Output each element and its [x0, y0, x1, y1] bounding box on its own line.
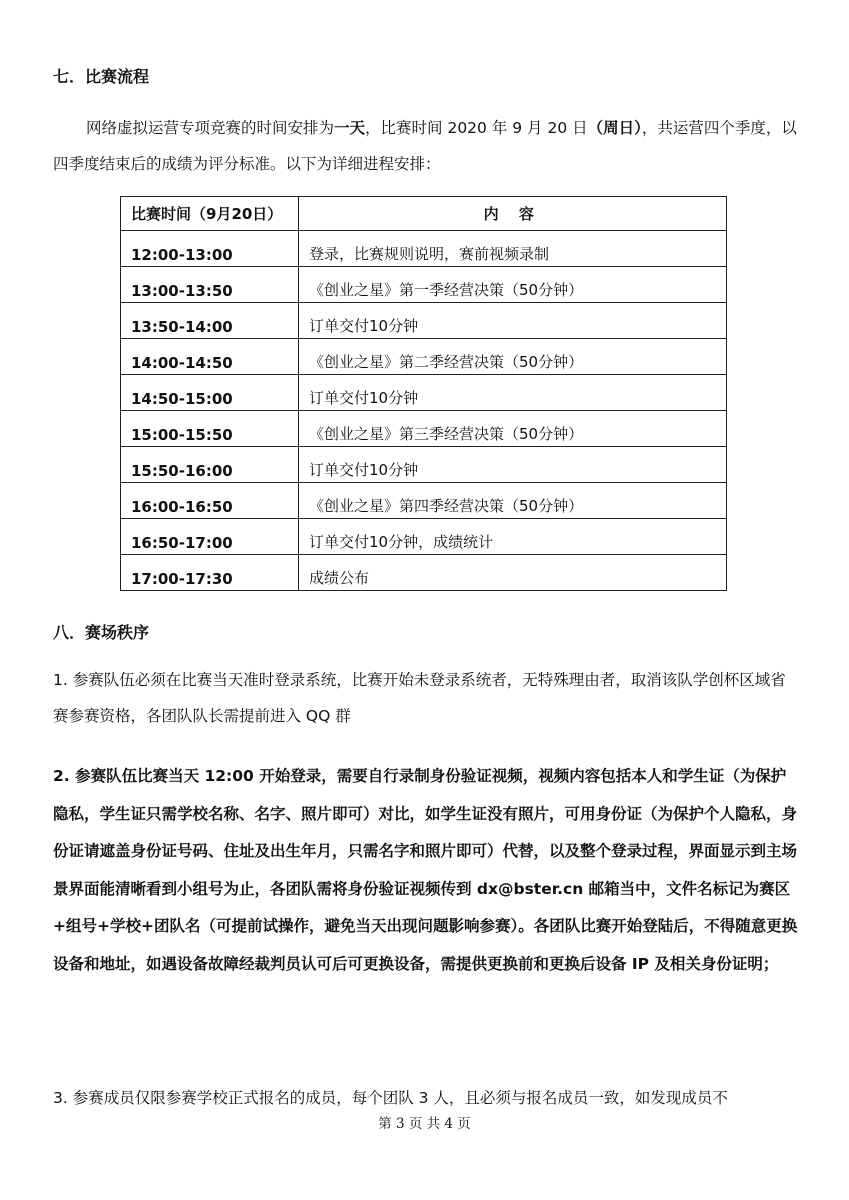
section-7-intro — [53, 110, 798, 182]
header-content: 内 容 — [299, 197, 727, 231]
row-content: 订单交付10分钟 — [299, 303, 727, 339]
row-time: 14:50-15:00 — [121, 375, 299, 411]
row-content: 《创业之星》第三季经营决策（50分钟） — [299, 411, 727, 447]
row-content: 订单交付10分钟，成绩统计 — [299, 519, 727, 555]
rule-item-2: 2. 参赛队伍比赛当天 12:00 开始登录，需要自行录制身份验证视频，视频内容包括本人和学生证（为保护隐私，学生证只需学校名称、名字、照片即可）对比，如学生证没有照片，可用身份证（为保护个人隐私，身份证请遮盖身份证号码、住址及出生年月，只需名字和照片即可）代替，以及整个登录过程，界面显示到主场景界面能清晰看到小组号为止，各团队需将身份验证视频传到 dx@bster.cn 邮箱当中，文件名标记为赛区+组号+学校+团队名（可提前试操作，避免当天出现问题影响参赛）。各团队比赛开始登陆后，不得随意更换设备和地址，如遇设备故障经裁判员认可后可更换设备，需提供更换前和更换后设备 IP 及相关身份证明； — [53, 767, 798, 973]
table-row — [121, 339, 727, 375]
header-time: 比赛时间（9月20日） — [121, 197, 299, 231]
table-row — [121, 375, 727, 411]
row-content: 《创业之星》第二季经营决策（50分钟） — [299, 339, 727, 375]
table-row — [121, 267, 727, 303]
row-time: 15:50-16:00 — [121, 447, 299, 483]
row-content: 成绩公布 — [299, 555, 727, 591]
table-row — [121, 447, 727, 483]
row-content: 《创业之星》第四季经营决策（50分钟） — [299, 483, 727, 519]
row-content: 《创业之星》第一季经营决策（50分钟） — [299, 267, 727, 303]
row-time: 14:00-14:50 — [121, 339, 299, 375]
table-row — [121, 411, 727, 447]
row-time: 13:50-14:00 — [121, 303, 299, 339]
row-time: 13:00-13:50 — [121, 267, 299, 303]
intro-weekday: （周日） — [587, 119, 642, 137]
intro-text-3: ，共运营四个季度，以四季度结束后的成绩为评分标准。以下为详细进程安排： — [53, 119, 797, 173]
intro-text-2: ，比赛时间 2020 年 9 月 20 日 — [365, 119, 588, 137]
row-time: 12:00-13:00 — [121, 231, 299, 267]
row-content: 订单交付10分钟 — [299, 447, 727, 483]
section-7-heading: 七．比赛流程 — [53, 67, 150, 86]
table-row — [121, 555, 727, 591]
row-time: 15:00-15:50 — [121, 411, 299, 447]
intro-text-1: 网络虚拟运营专项竞赛的时间安排为 — [86, 119, 335, 137]
row-time: 16:00-16:50 — [121, 483, 299, 519]
table-row — [121, 483, 727, 519]
rule-item-1: 1. 参赛队伍必须在比赛当天准时登录系统，比赛开始未登录系统者，无特殊理由者，取消该队学创杯区域省赛参赛资格，各团队队长需提前进入 QQ 群 — [53, 671, 786, 725]
section-8-heading: 八．赛场秩序 — [53, 623, 150, 642]
row-time: 17:00-17:30 — [121, 555, 299, 591]
row-content: 登录，比赛规则说明，赛前视频录制 — [299, 231, 727, 267]
intro-day: 一天 — [334, 119, 366, 137]
rule-item-3: 3. 参赛成员仅限参赛学校正式报名的成员，每个团队 3 人，且必须与报名成员一致，如发现成员不 — [53, 1089, 728, 1107]
row-time: 16:50-17:00 — [121, 519, 299, 555]
row-content: 订单交付10分钟 — [299, 375, 727, 411]
page-footer: 第 3 页 共 4 页 — [378, 1116, 471, 1132]
table-row — [121, 519, 727, 555]
schedule-header-row — [121, 197, 727, 231]
table-row — [121, 231, 727, 267]
schedule-table — [120, 196, 727, 591]
table-row — [121, 303, 727, 339]
